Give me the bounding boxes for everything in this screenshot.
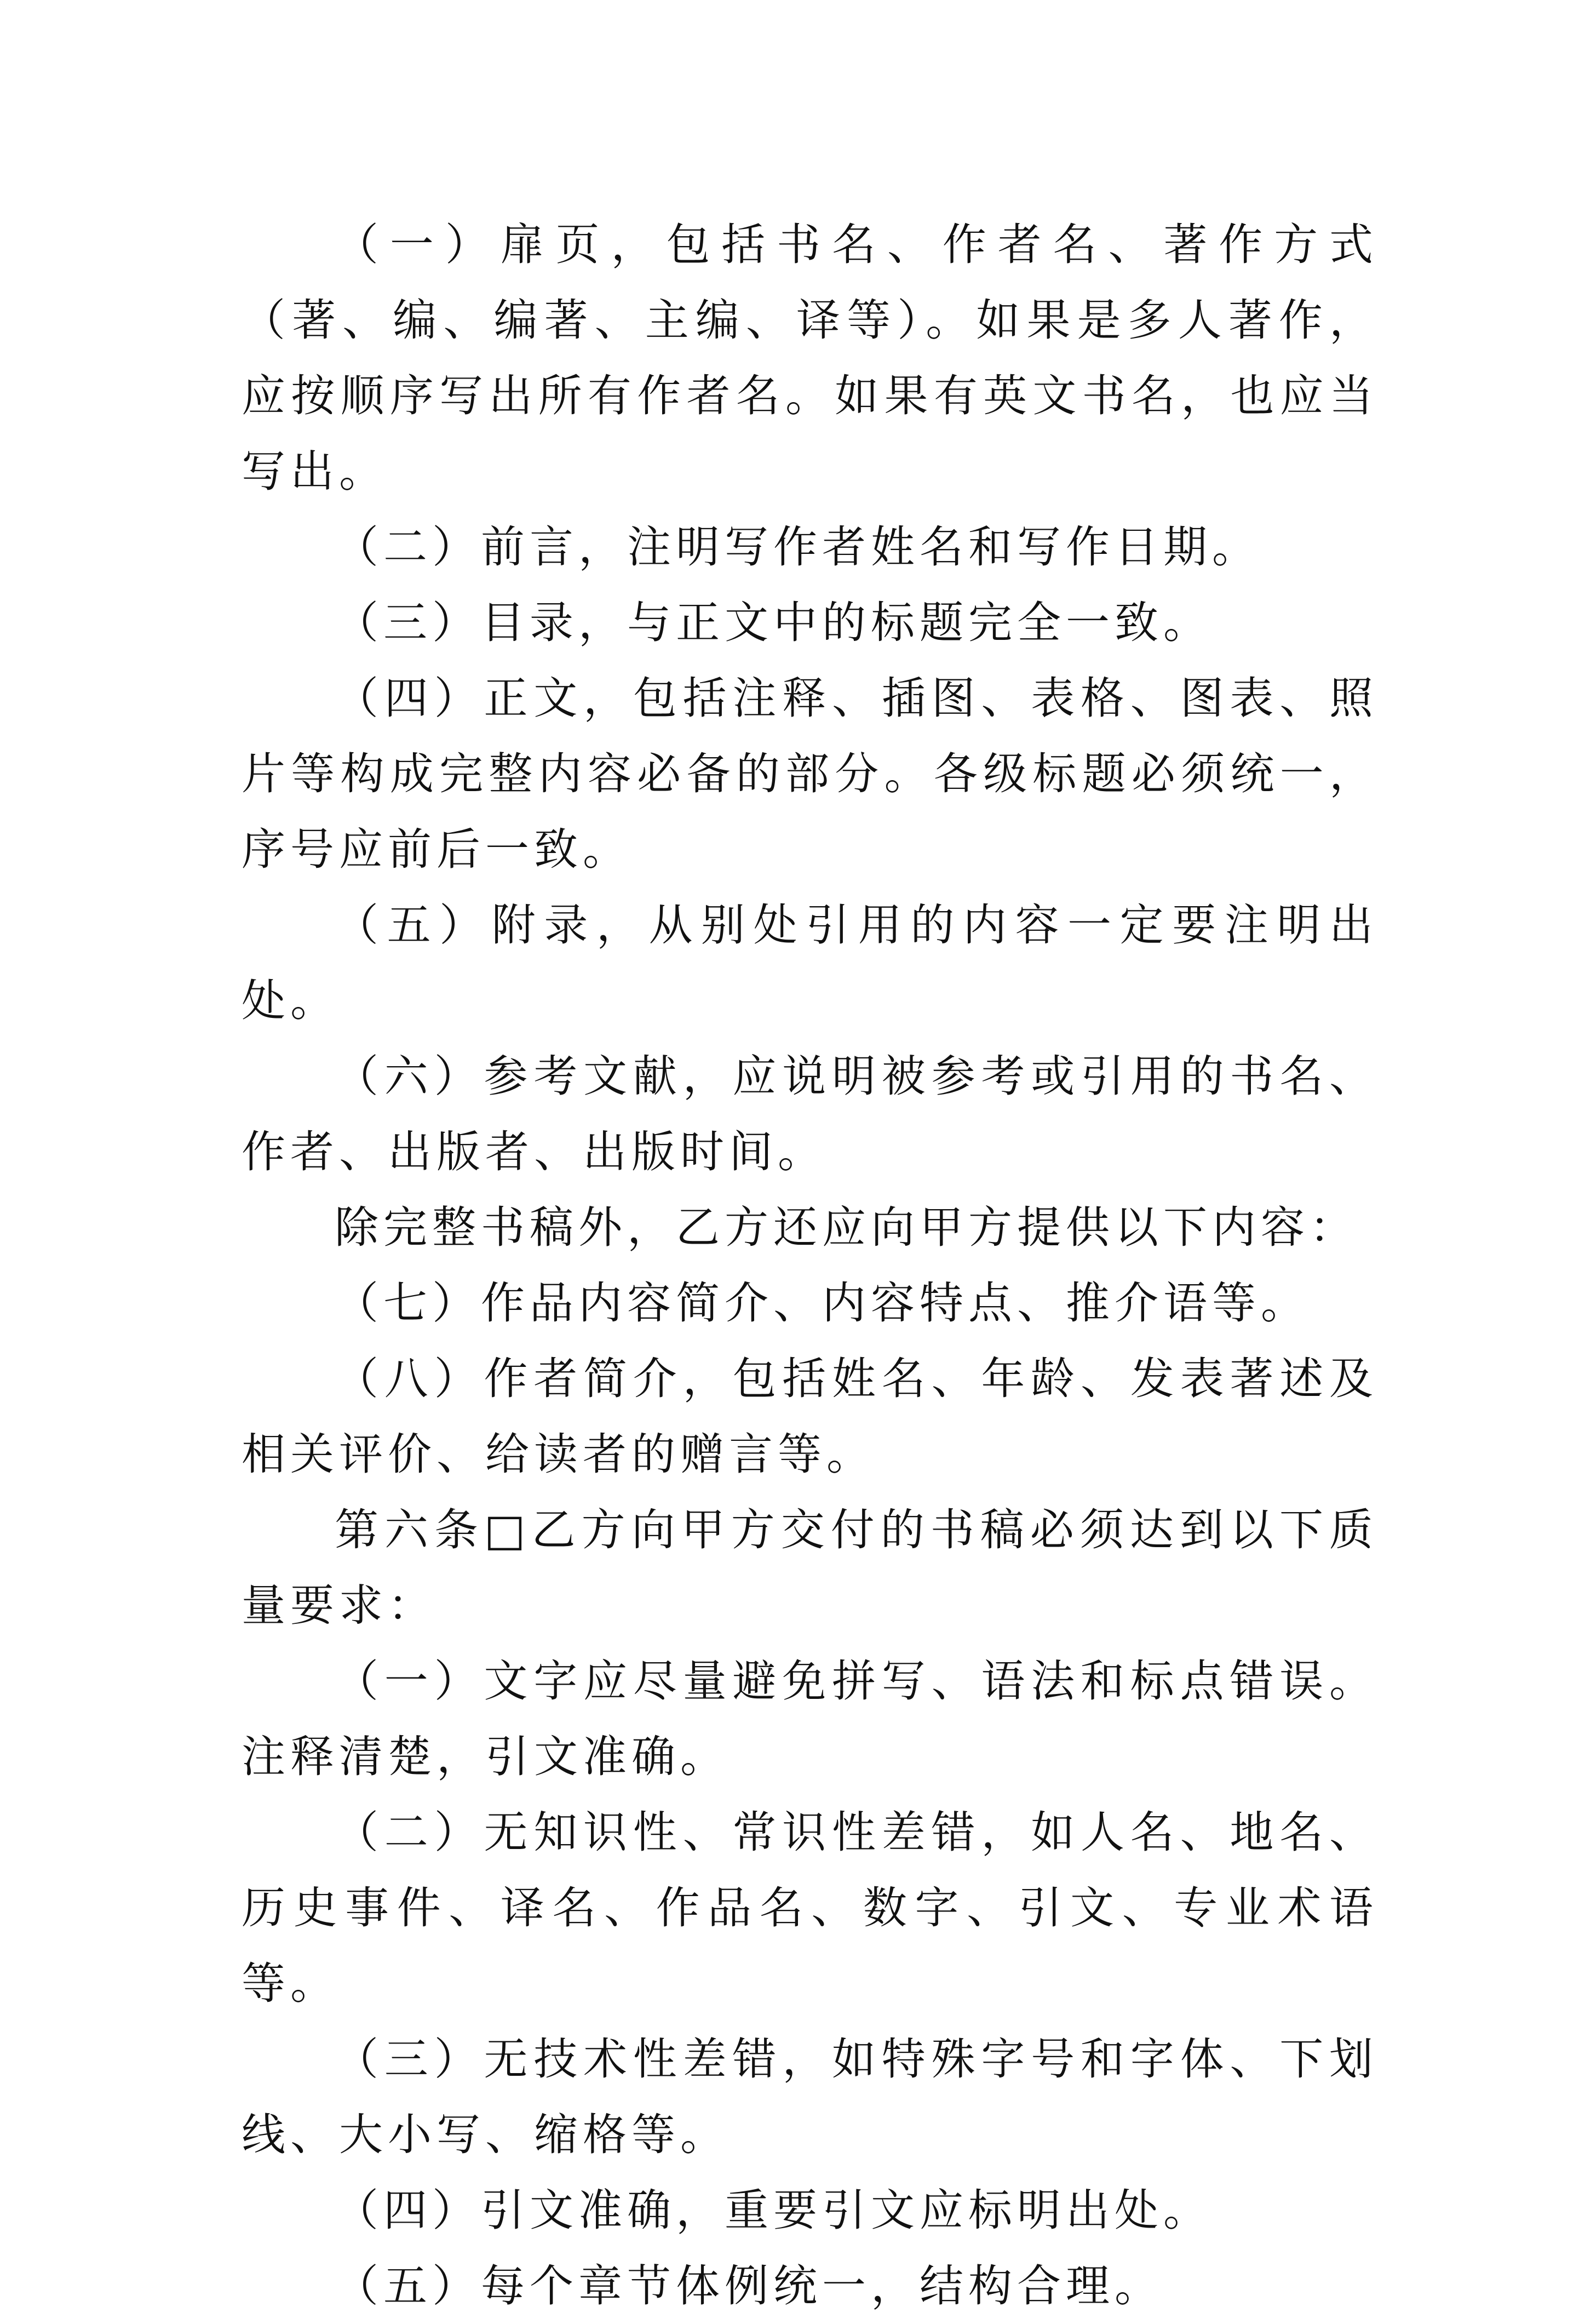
paragraph-quality-technical: （三）无技术性差错，如特殊字号和字体、下划线、大小写、缩格等。: [242, 2034, 1378, 2160]
paragraph-work-summary: （七）作品内容简介、内容特点、推介语等。: [335, 1278, 1310, 1329]
paragraph-preface: （二）前言，注明写作者姓名和写作日期。: [335, 522, 1261, 573]
paragraph-author-bio: （八）作者简介，包括姓名、年龄、发表著述及相关评价、给读者的赠言等。: [242, 1353, 1378, 1480]
paragraph-contents: （三）目录，与正文中的标题完全一致。: [335, 597, 1212, 648]
document-body: [242, 207, 1378, 2324]
paragraph-main-text: （四）正文，包括注释、插图、表格、图表、照片等构成完整内容必备的部分。各级标题必须统一，序号应前后一致。: [242, 673, 1378, 875]
paragraph-appendix: （五）附录，从别处引用的内容一定要注明出处。: [242, 900, 1378, 1026]
paragraph-references: （六）参考文献，应说明被参考或引用的书名、作者、出版者、出版时间。: [242, 1051, 1378, 1177]
paragraph-article-six: 第六条□乙方向甲方交付的书稿必须达到以下质量要求：: [242, 1504, 1378, 1631]
paragraph-additional-content: 除完整书稿外，乙方还应向甲方提供以下内容：: [335, 1202, 1358, 1253]
paragraph-quality-knowledge: （二）无知识性、常识性差错，如人名、地名、历史事件、译名、作品名、数字、引文、专业术语等。: [242, 1807, 1378, 2009]
paragraph-quality-structure: （五）每个章节体例统一，结构合理。: [335, 2260, 1163, 2311]
paragraph-quality-text: （一）文字应尽量避免拼写、语法和标点错误。注释清楚，引文准确。: [242, 1656, 1378, 1782]
paragraph-quality-citation: （四）引文准确，重要引文应标明出处。: [335, 2185, 1212, 2236]
paragraph-title-page: （一）扉页，包括书名、作者名、著作方式（著、编、编著、主编、译等）。如果是多人著作，应按顺序写出所有作者名。如果有英文书名，也应当写出。: [242, 219, 1378, 497]
